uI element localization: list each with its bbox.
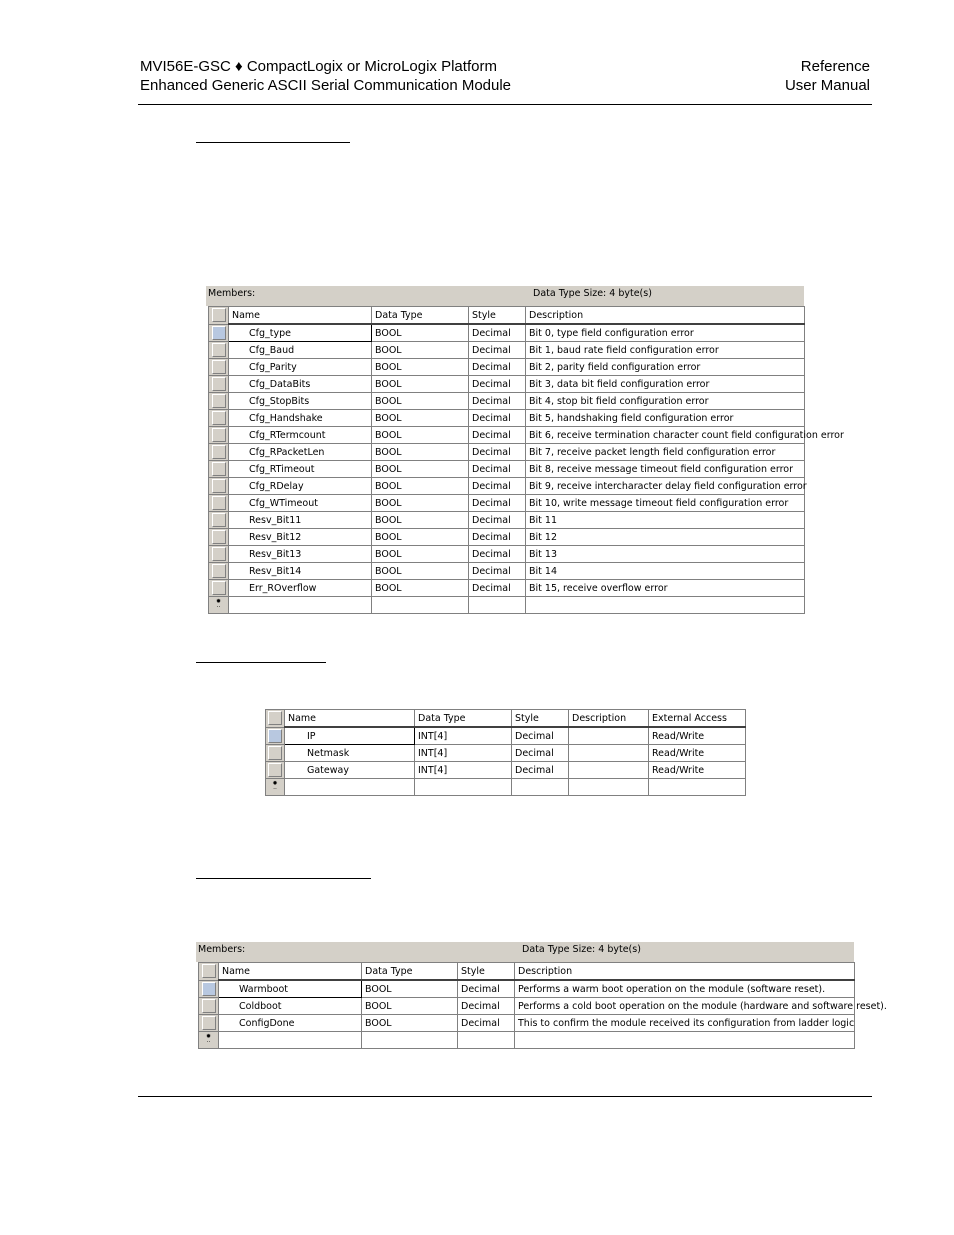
row-selector[interactable]	[209, 393, 229, 410]
table3-cell[interactable]: This to confirm the module received its configuration from ladder logic	[515, 1015, 855, 1032]
section2-heading-underline	[196, 662, 326, 663]
new-row-icon	[199, 1032, 219, 1049]
table3-cell[interactable]: Performs a cold boot operation on the module (hardware and software reset).	[515, 998, 855, 1015]
table3-col-header[interactable]: Style	[458, 963, 515, 981]
table1-row[interactable]	[209, 512, 805, 529]
doc-header-right	[785, 57, 870, 95]
table1-cell[interactable]: Bit 4, stop bit field configuration error	[526, 393, 805, 410]
table1-empty-cell[interactable]	[229, 597, 372, 614]
table1-members-bar	[206, 286, 804, 306]
table1-cell[interactable]: Decimal	[469, 478, 526, 495]
row-selector-box	[202, 1016, 216, 1030]
table1-cell[interactable]: Resv_Bit14	[229, 563, 372, 580]
table3-cell[interactable]: Decimal	[458, 1015, 515, 1032]
row-selector[interactable]	[209, 461, 229, 478]
table3-row[interactable]	[199, 980, 855, 998]
table1-cell[interactable]: Bit 7, receive packet length field configuration error	[526, 444, 805, 461]
table1-cell[interactable]: BOOL	[372, 529, 469, 546]
table1-cell[interactable]: BOOL	[372, 342, 469, 359]
table1-row[interactable]	[209, 495, 805, 512]
table1-new-row[interactable]	[209, 597, 805, 614]
row-selector-box	[202, 982, 216, 996]
table2-cell[interactable]: Read/Write	[649, 727, 746, 745]
table2-cell[interactable]: Decimal	[512, 745, 569, 762]
new-row-icon	[266, 779, 285, 796]
table1-row[interactable]	[209, 580, 805, 597]
row-selector[interactable]	[209, 495, 229, 512]
table3-empty-cell[interactable]	[362, 1032, 458, 1049]
row-selector-box	[212, 326, 226, 340]
table3-cell[interactable]: BOOL	[362, 980, 458, 998]
table2-col-header[interactable]: Style	[512, 710, 569, 728]
row-selector-box	[202, 999, 216, 1013]
row-selector[interactable]	[209, 324, 229, 342]
table2-header-row	[266, 710, 746, 728]
row-selector[interactable]	[209, 376, 229, 393]
table1-header-row	[209, 307, 805, 325]
table2-cell[interactable]: Decimal	[512, 762, 569, 779]
table1-cell[interactable]: Decimal	[469, 563, 526, 580]
asterisk-icon: ✹ ··	[272, 780, 278, 793]
footer-rule	[138, 1096, 872, 1097]
table1-cell[interactable]: Bit 9, receive intercharacter delay field configuration error	[526, 478, 805, 495]
table3-empty-cell[interactable]	[458, 1032, 515, 1049]
table2-col-header[interactable]: Data Type	[415, 710, 512, 728]
table3-new-row[interactable]	[199, 1032, 855, 1049]
table1-row[interactable]	[209, 427, 805, 444]
table1-cell[interactable]: Resv_Bit13	[229, 546, 372, 563]
row-selector-box	[212, 479, 226, 493]
row-selector[interactable]	[266, 727, 285, 745]
table1-cell[interactable]: BOOL	[372, 359, 469, 376]
table1-cell[interactable]: BOOL	[372, 461, 469, 478]
table1-cell[interactable]: BOOL	[372, 546, 469, 563]
table1-cell[interactable]: BOOL	[372, 444, 469, 461]
table3-members-bar	[196, 942, 854, 962]
table2-row[interactable]	[266, 727, 746, 745]
table1-col-header[interactable]: Style	[469, 307, 526, 325]
table1-row[interactable]	[209, 546, 805, 563]
table2-new-row[interactable]	[266, 779, 746, 796]
table3-cell[interactable]: Performs a warm boot operation on the module (software reset).	[515, 980, 855, 998]
table1-row[interactable]	[209, 478, 805, 495]
table3-empty-cell[interactable]	[219, 1032, 362, 1049]
table2-col-header[interactable]: External Access	[649, 710, 746, 728]
table1-cell[interactable]: Decimal	[469, 529, 526, 546]
table3-col-header[interactable]: Name	[219, 963, 362, 981]
table2-cell[interactable]	[569, 762, 649, 779]
table1-cell[interactable]: Bit 10, write message timeout field configuration error	[526, 495, 805, 512]
table1-col-header[interactable]: Description	[526, 307, 805, 325]
table2-cell[interactable]: Decimal	[512, 727, 569, 745]
table2-empty-cell[interactable]	[649, 779, 746, 796]
row-selector[interactable]	[199, 1015, 219, 1032]
row-selector-box	[212, 581, 226, 595]
table3-cell[interactable]: BOOL	[362, 1015, 458, 1032]
table1-cell[interactable]: Cfg_Baud	[229, 342, 372, 359]
table3-cell[interactable]: Warmboot	[219, 980, 362, 998]
table1-row[interactable]	[209, 342, 805, 359]
table1-col-header[interactable]: Name	[229, 307, 372, 325]
row-selector[interactable]	[199, 980, 219, 998]
table2-cell[interactable]: INT[4]	[415, 727, 512, 745]
table1-row[interactable]	[209, 461, 805, 478]
table2-empty-cell[interactable]	[512, 779, 569, 796]
row-selector-box	[212, 530, 226, 544]
table3-row[interactable]	[199, 1015, 855, 1032]
header-rule	[138, 104, 872, 105]
table1-cell[interactable]: Decimal	[469, 324, 526, 342]
row-selector-box	[212, 360, 226, 374]
table1-cell[interactable]: Bit 0, type field configuration error	[526, 324, 805, 342]
table2-cell[interactable]: Read/Write	[649, 762, 746, 779]
table1-cell[interactable]: Bit 15, receive overflow error	[526, 580, 805, 597]
row-selector-box	[212, 343, 226, 357]
table1-cell[interactable]: Decimal	[469, 444, 526, 461]
table1-cell[interactable]: Cfg_RDelay	[229, 478, 372, 495]
row-selector-box	[212, 411, 226, 425]
doc-header-left	[140, 57, 511, 95]
row-selector-box	[212, 564, 226, 578]
table3-corner	[199, 963, 219, 981]
row-selector[interactable]	[209, 546, 229, 563]
table1-empty-cell[interactable]	[469, 597, 526, 614]
table1-cell[interactable]: Bit 3, data bit field configuration error	[526, 376, 805, 393]
table1-cell[interactable]: Resv_Bit12	[229, 529, 372, 546]
table1-cell[interactable]: BOOL	[372, 563, 469, 580]
table1-cell[interactable]: BOOL	[372, 324, 469, 342]
row-selector-box	[268, 763, 282, 777]
table1-cell[interactable]: Bit 11	[526, 512, 805, 529]
table2-corner	[266, 710, 285, 728]
table1-cell[interactable]: Bit 14	[526, 563, 805, 580]
table1-members-grid	[208, 306, 844, 614]
row-selector[interactable]	[209, 444, 229, 461]
table1-row[interactable]	[209, 563, 805, 580]
table1-cell[interactable]: Cfg_DataBits	[229, 376, 372, 393]
table2-row[interactable]	[266, 745, 746, 762]
table1-cell[interactable]: BOOL	[372, 410, 469, 427]
row-selector[interactable]	[209, 342, 229, 359]
row-selector[interactable]	[209, 359, 229, 376]
table1-cell[interactable]: Cfg_WTimeout	[229, 495, 372, 512]
table3-size-label: Data Type Size: 4 byte(s)	[522, 944, 641, 955]
table1-cell[interactable]: Bit 8, receive message timeout field configuration error	[526, 461, 805, 478]
table1-cell[interactable]: Cfg_RTermcount	[229, 427, 372, 444]
table1-cell[interactable]: Cfg_RPacketLen	[229, 444, 372, 461]
header-product-title: MVI56E-GSC ♦ CompactLogix or MicroLogix Platform	[140, 58, 497, 75]
row-selector[interactable]	[209, 427, 229, 444]
row-selector[interactable]	[209, 580, 229, 597]
asterisk-icon: ✹ ··	[215, 598, 222, 611]
table1-cell[interactable]: BOOL	[372, 580, 469, 597]
table1-cell[interactable]: BOOL	[372, 393, 469, 410]
table2-col-header[interactable]: Description	[569, 710, 649, 728]
row-selector[interactable]	[209, 529, 229, 546]
section3-heading-underline	[196, 878, 371, 879]
row-selector[interactable]	[209, 512, 229, 529]
header-section: Reference	[800, 58, 870, 75]
table1-cell[interactable]: Decimal	[469, 376, 526, 393]
table3-members-grid	[198, 962, 887, 1049]
table2-empty-cell[interactable]	[569, 779, 649, 796]
row-selector-box	[212, 377, 226, 391]
table1-cell[interactable]: Decimal	[469, 546, 526, 563]
table2-col-header[interactable]: Name	[285, 710, 415, 728]
table1-cell[interactable]: Decimal	[469, 495, 526, 512]
table2-empty-cell[interactable]	[285, 779, 415, 796]
row-selector[interactable]	[209, 478, 229, 495]
header-module-title: Enhanced Generic ASCII Serial Communication Module	[140, 77, 512, 94]
row-selector[interactable]	[266, 762, 285, 779]
row-selector-box	[212, 394, 226, 408]
table1-cell[interactable]: Decimal	[469, 427, 526, 444]
table1-cell[interactable]: Err_ROverflow	[229, 580, 372, 597]
row-selector-box	[212, 547, 226, 561]
row-selector[interactable]	[209, 410, 229, 427]
table1-row[interactable]	[209, 359, 805, 376]
new-row-icon	[209, 597, 229, 614]
table1-row[interactable]	[209, 444, 805, 461]
row-selector-box	[268, 729, 282, 743]
table2-cell[interactable]: Read/Write	[649, 745, 746, 762]
table1-cell[interactable]: Bit 5, handshaking field configuration error	[526, 410, 805, 427]
table1-cell[interactable]: Decimal	[469, 393, 526, 410]
asterisk-icon: ✹ ··	[205, 1033, 212, 1046]
table1-size-label: Data Type Size: 4 byte(s)	[533, 288, 652, 299]
table1-corner	[209, 307, 229, 325]
table2-cell[interactable]	[569, 745, 649, 762]
table3-cell[interactable]: BOOL	[362, 998, 458, 1015]
table1-cell[interactable]: Bit 12	[526, 529, 805, 546]
row-selector-box	[212, 428, 226, 442]
row-selector[interactable]	[209, 563, 229, 580]
table3-cell[interactable]: Coldboot	[219, 998, 362, 1015]
table3-empty-cell[interactable]	[515, 1032, 855, 1049]
table1-row[interactable]	[209, 410, 805, 427]
row-selector-box	[212, 462, 226, 476]
table1-cell[interactable]: Bit 1, baud rate field configuration error	[526, 342, 805, 359]
row-selector-box	[268, 746, 282, 760]
table1-members-label: Members:	[208, 288, 256, 299]
table2-cell[interactable]: INT[4]	[415, 762, 512, 779]
table2-cell[interactable]: IP	[285, 727, 415, 745]
table3-header-row	[199, 963, 855, 981]
table1-cell[interactable]: BOOL	[372, 512, 469, 529]
row-selector[interactable]	[266, 745, 285, 762]
table1-row[interactable]	[209, 324, 805, 342]
table2-cell[interactable]	[569, 727, 649, 745]
table1-cell[interactable]: Decimal	[469, 461, 526, 478]
table1-cell[interactable]: Decimal	[469, 359, 526, 376]
table1-cell[interactable]: Bit 2, parity field configuration error	[526, 359, 805, 376]
table1-cell[interactable]: BOOL	[372, 427, 469, 444]
table3-cell[interactable]: Decimal	[458, 980, 515, 998]
table1-cell[interactable]: Decimal	[469, 512, 526, 529]
row-selector[interactable]	[199, 998, 219, 1015]
table2-row[interactable]	[266, 762, 746, 779]
table2-members-grid	[265, 709, 746, 796]
table3-cell[interactable]: ConfigDone	[219, 1015, 362, 1032]
table1-cell[interactable]: Cfg_type	[229, 324, 372, 342]
table1-cell[interactable]: BOOL	[372, 376, 469, 393]
row-selector-box	[212, 445, 226, 459]
table3-row[interactable]	[199, 998, 855, 1015]
table3-cell[interactable]: Decimal	[458, 998, 515, 1015]
table1-empty-cell[interactable]	[526, 597, 805, 614]
header-doc-type: User Manual	[784, 77, 870, 94]
table1-cell[interactable]: Resv_Bit11	[229, 512, 372, 529]
table3-col-header[interactable]: Data Type	[362, 963, 458, 981]
table1-row[interactable]	[209, 376, 805, 393]
table2-cell[interactable]: Netmask	[285, 745, 415, 762]
table1-col-header[interactable]: Data Type	[372, 307, 469, 325]
table1-cell[interactable]: Decimal	[469, 580, 526, 597]
table1-row[interactable]	[209, 529, 805, 546]
table3-col-header[interactable]: Description	[515, 963, 855, 981]
table1-empty-cell[interactable]	[372, 597, 469, 614]
section1-heading-underline	[196, 142, 350, 143]
table1-cell[interactable]: Cfg_Parity	[229, 359, 372, 376]
table1-cell[interactable]: Cfg_RTimeout	[229, 461, 372, 478]
table1-cell[interactable]: Bit 6, receive termination character count field configuration error	[526, 427, 805, 444]
table2-cell[interactable]: Gateway	[285, 762, 415, 779]
table1-cell[interactable]: Cfg_StopBits	[229, 393, 372, 410]
row-selector-box	[212, 513, 226, 527]
table1-cell[interactable]: BOOL	[372, 495, 469, 512]
table3-members-label: Members:	[198, 944, 246, 955]
table1-row[interactable]	[209, 393, 805, 410]
table2-cell[interactable]: INT[4]	[415, 745, 512, 762]
table1-cell[interactable]: Cfg_Handshake	[229, 410, 372, 427]
table2-empty-cell[interactable]	[415, 779, 512, 796]
table1-cell[interactable]: Decimal	[469, 342, 526, 359]
table1-cell[interactable]: BOOL	[372, 478, 469, 495]
row-selector-box	[212, 496, 226, 510]
table1-cell[interactable]: Bit 13	[526, 546, 805, 563]
table1-cell[interactable]: Decimal	[469, 410, 526, 427]
